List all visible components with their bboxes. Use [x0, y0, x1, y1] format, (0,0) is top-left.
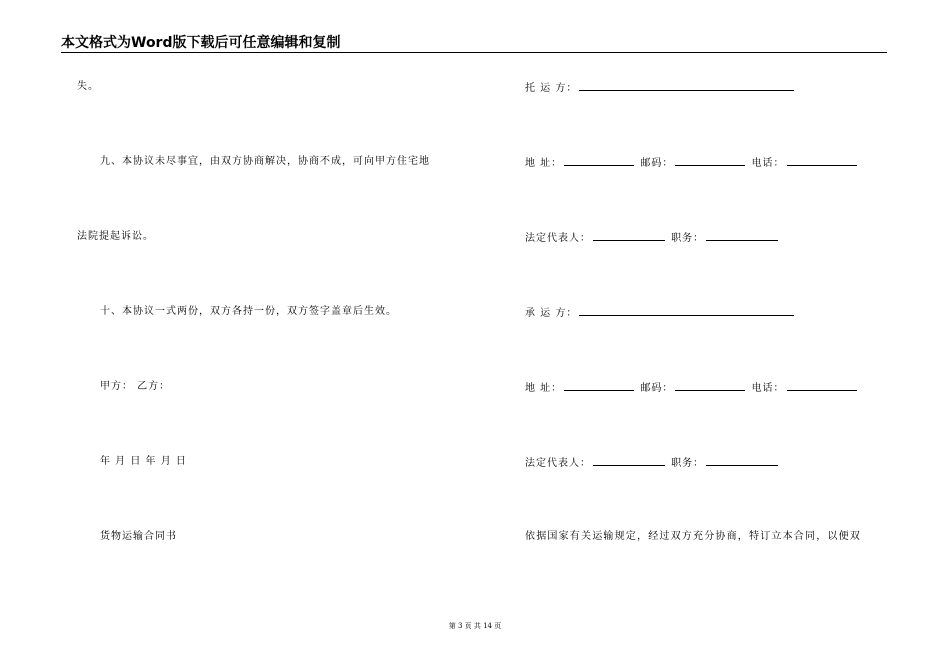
shipper-contact-row: [525, 155, 859, 171]
header-divider: [61, 52, 887, 53]
left-paragraph-6: 年 月 日 年 月 日: [100, 456, 187, 467]
document-header-title: 本文格式为Word版下载后可任意编辑和复制: [61, 35, 341, 51]
address-blank[interactable]: [564, 380, 634, 391]
left-paragraph-1: 失。: [77, 81, 99, 92]
shipper-row: [525, 80, 796, 96]
address-label: 地 址：: [525, 158, 563, 169]
shipper-blank[interactable]: [579, 80, 794, 91]
carrier-row: [525, 305, 796, 321]
carrier-contact-row: [525, 380, 859, 396]
postcode-blank[interactable]: [675, 155, 745, 166]
carrier-blank[interactable]: [579, 305, 794, 316]
carrier-label: 承 运 方：: [525, 308, 578, 319]
postcode-label: 邮码：: [640, 158, 674, 169]
shipper-label: 托 运 方：: [525, 83, 578, 94]
legal-rep-blank[interactable]: [593, 455, 665, 466]
left-paragraph-5: 甲方： 乙方：: [100, 381, 171, 392]
phone-label: 电话：: [751, 158, 785, 169]
phone-label: 电话：: [751, 383, 785, 394]
left-paragraph-4: 十、本协议一式两份，双方各持一份，双方签字盖章后生效。: [100, 306, 397, 317]
address-blank[interactable]: [564, 155, 634, 166]
page-number: 第 3 页 共 14 页: [448, 622, 502, 630]
legal-rep-label: 法定代表人：: [525, 233, 591, 244]
carrier-legal-rep-row: [525, 455, 780, 471]
contract-intro-paragraph: 依据国家有关运输规定，经过双方充分协商，特订立本合同，以便双: [525, 531, 861, 542]
legal-rep-label: 法定代表人：: [525, 458, 591, 469]
position-blank[interactable]: [706, 230, 778, 241]
position-label: 职务：: [671, 233, 705, 244]
postcode-label: 邮码：: [640, 383, 674, 394]
left-paragraph-2: 九、本协议未尽事宜，由双方协商解决，协商不成，可向甲方住宅地: [100, 156, 430, 167]
shipper-legal-rep-row: [525, 230, 780, 246]
position-blank[interactable]: [706, 455, 778, 466]
left-paragraph-7: 货物运输合同书: [100, 531, 177, 542]
phone-blank[interactable]: [787, 380, 857, 391]
left-paragraph-3: 法院提起诉讼。: [77, 231, 154, 242]
legal-rep-blank[interactable]: [593, 230, 665, 241]
postcode-blank[interactable]: [675, 380, 745, 391]
phone-blank[interactable]: [787, 155, 857, 166]
position-label: 职务：: [671, 458, 705, 469]
address-label: 地 址：: [525, 383, 563, 394]
